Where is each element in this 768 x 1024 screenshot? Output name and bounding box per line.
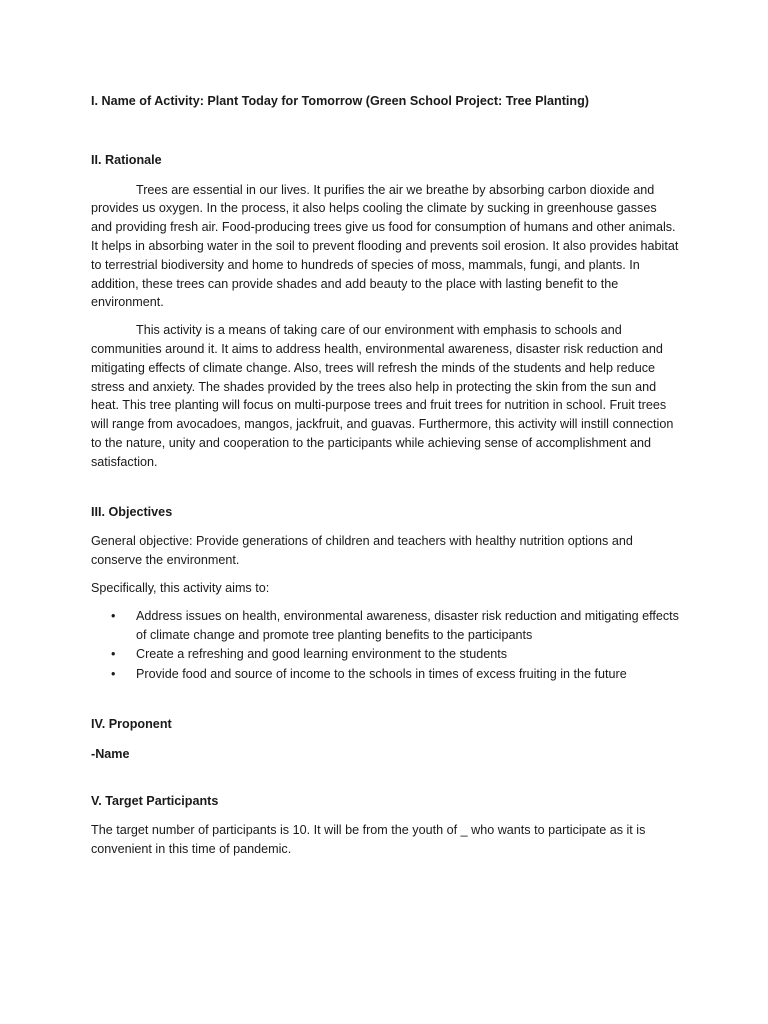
rationale-paragraph-1: Trees are essential in our lives. It purifies the air we breathe by absorbing carbon dioxide and provides us oxygen. In the process, it also helps cooling the climate by sucking in greenhouse gasses and providing fresh air. Food-producing trees give us food for consumption of humans and other animals. It helps in absorbing water in the soil to prevent flooding and prevents soil erosion. It also provides habitat to terrestrial biodiversity and home to hundreds of species of moss, mammals, fungi, and plants. In addition, these trees can provide shades and add beauty to the place with lasting benefit to the environment. bbox=[91, 182, 679, 310]
proponent-heading: IV. Proponent bbox=[91, 716, 172, 731]
rationale-paragraph-2: This activity is a means of taking care of our environment with emphasis to schools and communities around it. It aims to address health, environmental awareness, disaster risk reduction and mitigating effects of climate change. Also, trees will refresh the minds of the students and help reduce stress and anxiety. The shades provided by the trees also help in protecting the skin from the sun and heat. This tree planting will focus on multi-purpose trees and fruit trees for nutrition in school. Fruit trees will range from avocadoes, mangos, jackfruit, and guavas. Furthermore, this activity will instill connection to the nature, unity and cooperation to the participants while achieving sense of accomplishment and satisfaction. bbox=[91, 323, 674, 469]
bullet-icon: • bbox=[111, 647, 116, 662]
document-page bbox=[91, 92, 681, 868]
list-item bbox=[91, 665, 681, 684]
activity-title: I. Name of Activity: Plant Today for Tomorrow (Green School Project: Tree Planting) bbox=[91, 94, 589, 108]
participants-text: The target number of participants is 10. It will be from the youth of _ who wants to participate as it is convenient in this time of pandemic. bbox=[91, 823, 646, 857]
bullet-icon: • bbox=[111, 608, 116, 623]
list-item bbox=[91, 645, 681, 664]
proponent-name: -Name bbox=[91, 746, 130, 761]
list-item-text: Create a refreshing and good learning environment to the students bbox=[136, 647, 508, 662]
rationale-heading: II. Rationale bbox=[91, 152, 162, 167]
list-item-text: Provide food and source of income to the schools in times of excess fruiting in the future bbox=[136, 667, 627, 682]
list-item bbox=[91, 607, 681, 645]
list-item-text: Address issues on health, environmental awareness, disaster risk reduction and mitigating effects of climate change and promote tree planting benefits to the participants bbox=[136, 608, 679, 642]
general-objective: General objective: Provide generations of children and teachers with healthy nutrition options and conserve the environment. bbox=[91, 534, 633, 568]
objectives-list bbox=[91, 607, 681, 684]
participants-heading: V. Target Participants bbox=[91, 793, 219, 808]
bullet-icon: • bbox=[111, 667, 116, 682]
objectives-heading: III. Objectives bbox=[91, 504, 173, 519]
specific-objectives-intro: Specifically, this activity aims to: bbox=[91, 580, 270, 595]
